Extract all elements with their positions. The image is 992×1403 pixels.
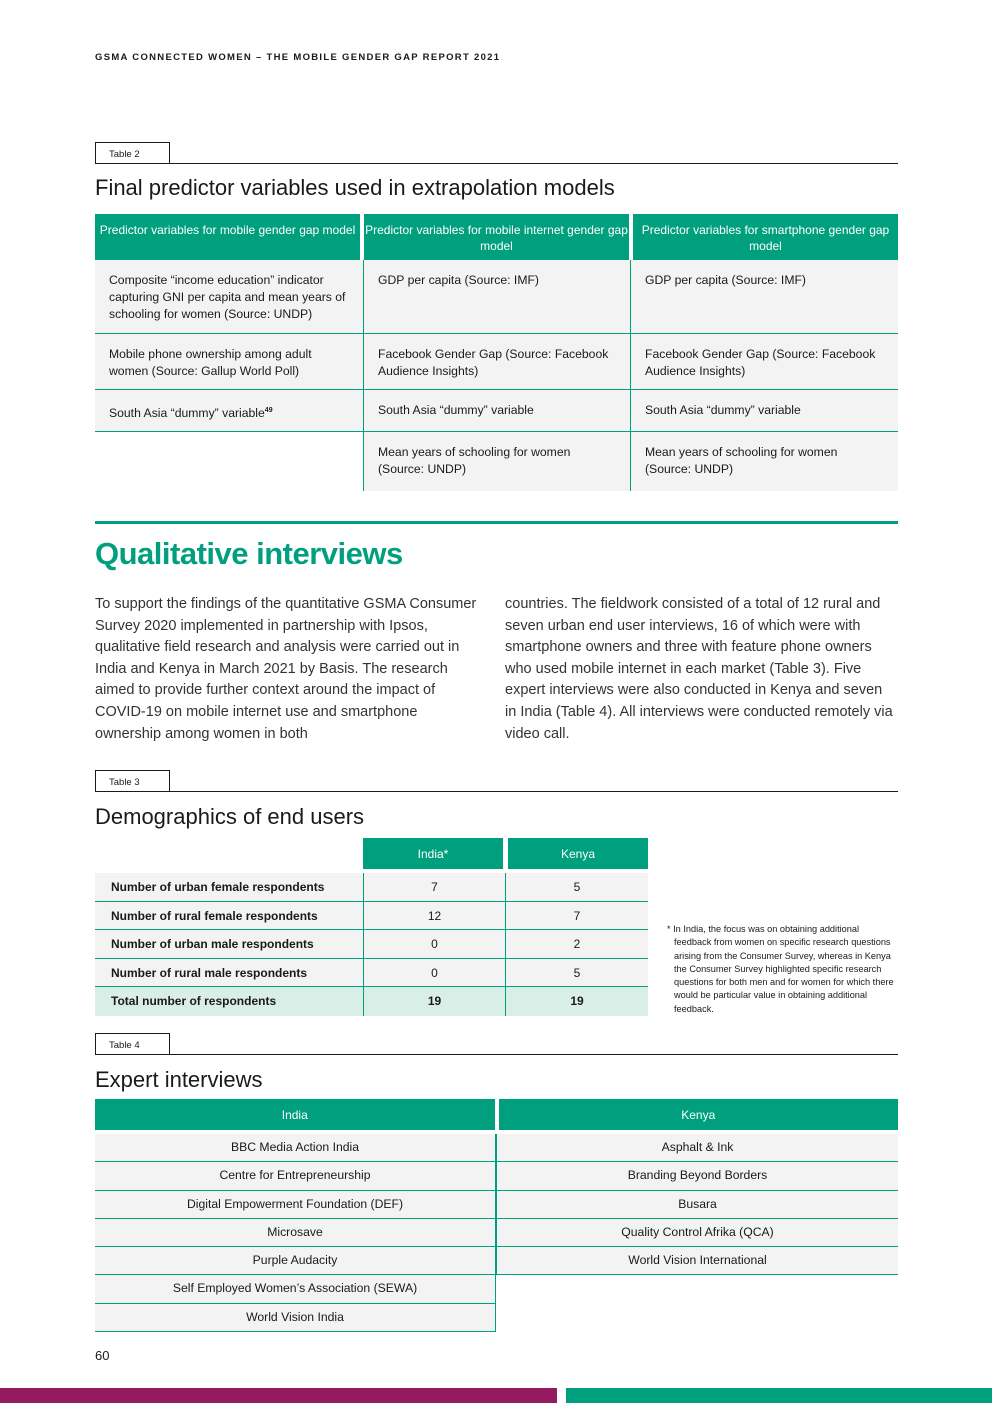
kenya-value: 5 (505, 959, 648, 987)
row-label: Number of rural female respondents (111, 908, 318, 923)
list-item: Quality Control Afrika (QCA) (497, 1219, 898, 1247)
table2-cell: Facebook Gender Gap (Source: Facebook Audience Insights) (630, 334, 898, 390)
running-header: GSMA CONNECTED WOMEN – THE MOBILE GENDER GAP REPORT 2021 (95, 52, 501, 63)
kenya-value: 7 (505, 902, 648, 930)
expert-interviews-table (95, 1099, 898, 1332)
body-text-col2: countries. The fieldwork consisted of a total of 12 rural and seven urban end user interviews, 16 of which were with smartphone owners and three with feature phone owners who used mobile internet in each market (Table 3). Five expert interviews were also conducted in Kenya and seven in India (Table 4). All interviews were conducted remotely via video call. (505, 596, 893, 742)
india-value: 0 (363, 930, 505, 958)
table2-body (95, 260, 898, 491)
list-item: Branding Beyond Borders (497, 1162, 898, 1190)
list-item: Busara (497, 1191, 898, 1219)
table2-cell: Facebook Gender Gap (Source: Facebook Audience Insights) (363, 334, 630, 390)
table4-title: Expert interviews (95, 1067, 263, 1092)
table2-cell: Mean years of schooling for women (Source: UNDP) (363, 432, 630, 491)
list-item: World Vision India (95, 1304, 495, 1332)
table2-cell: Mobile phone ownership among adult women (Source: Gallup World Poll) (95, 334, 363, 390)
india-value: 0 (363, 959, 505, 987)
list-item: Asphalt & Ink (497, 1134, 898, 1162)
kenya-value: 2 (505, 930, 648, 958)
list-item: BBC Media Action India (95, 1134, 495, 1162)
list-item: Self Employed Women’s Association (SEWA) (95, 1275, 495, 1303)
table2-col-header: Predictor variables for mobile internet gender gap model (364, 214, 629, 260)
list-item: Digital Empowerment Foundation (DEF) (95, 1191, 495, 1219)
footnote-ref: 49 (264, 407, 273, 414)
body-text-col1: To support the findings of the quantitative GSMA Consumer Survey 2020 implemented in partnership with Ipsos, qualitative field research and analysis were carried out in India and Kenya in March 2021 by Basis. The research aimed to provide further context around the impact of COVID-19 on mobile internet use and smartphone ownership among women in both (95, 596, 477, 742)
table3-footnote: * In India, the focus was on obtaining additional feedback from women on specific research questions arising from the Consumer Survey, whereas in Kenya the Consumer Survey highlighted specific research questions for both men and for women for which there would be particular value in obtaining additional feedback. (667, 924, 894, 1014)
table4-label: Table 4 (95, 1033, 170, 1055)
table2-cell: Composite “income education” indicator capturing GNI per capita and mean years of schooling for women (Source: UNDP) (95, 260, 363, 334)
table-row (95, 873, 648, 902)
list-item: World Vision International (497, 1247, 898, 1275)
predictor-variables-table (95, 214, 898, 491)
row-label: Number of urban male respondents (111, 937, 314, 951)
section-title: Qualitative interviews (95, 536, 403, 571)
table3-col-header-india: India* (363, 838, 503, 869)
india-value: 12 (363, 902, 505, 930)
table3-label: Table 3 (95, 770, 170, 792)
demographics-table (95, 838, 648, 1016)
row-label: Number of rural male respondents (111, 965, 308, 980)
table2-cell: GDP per capita (Source: IMF) (363, 260, 630, 334)
list-item: Purple Audacity (95, 1247, 495, 1275)
list-item: Microsave (95, 1219, 495, 1247)
list-item: Centre for Entrepreneurship (95, 1162, 495, 1190)
kenya-value: 5 (505, 873, 648, 901)
india-value: 19 (363, 987, 505, 1016)
table2-cell (95, 390, 363, 432)
table2-cell: South Asia “dummy” variable (363, 390, 630, 432)
table-row (95, 959, 648, 988)
table2-cell: Mean years of schooling for women (Source: UNDP) (630, 432, 898, 491)
table2-label: Table 2 (95, 142, 170, 164)
table4-body (95, 1134, 898, 1332)
table3-col-header-kenya: Kenya (508, 838, 648, 869)
section-divider (95, 521, 898, 524)
table2-cell-empty (95, 432, 363, 491)
row-label: Number of urban female respondents (111, 880, 325, 894)
table3-title: Demographics of end users (95, 804, 365, 829)
table3-header (363, 838, 648, 869)
table3-label-row (95, 770, 898, 792)
table4-header (95, 1099, 898, 1130)
table3-body (95, 873, 648, 1016)
table-row (95, 902, 648, 931)
table4-label-row (95, 1033, 898, 1055)
page-number: 60 (95, 1348, 110, 1363)
row-label: Total number of respondents (111, 994, 277, 1008)
table2-col-header: Predictor variables for mobile gender gap model (95, 214, 360, 260)
table4-col-header-kenya: Kenya (499, 1099, 899, 1130)
table2-col-header: Predictor variables for smartphone gender gap model (633, 214, 898, 260)
table2-header (95, 214, 898, 260)
table-row (95, 930, 648, 959)
footer-bar-magenta (0, 1388, 557, 1403)
total-row (95, 987, 648, 1016)
kenya-value: 19 (505, 987, 648, 1016)
footer-bar-teal (566, 1388, 992, 1403)
india-column (95, 1134, 496, 1332)
table2-title: Final predictor variables used in extrapolation models (95, 175, 615, 200)
india-value: 7 (363, 873, 505, 901)
table4-col-header-india: India (95, 1099, 495, 1130)
table2-cell-text: South Asia “dummy” variable (109, 406, 265, 421)
table2-label-row (95, 142, 898, 164)
table2-cell: South Asia “dummy” variable (630, 390, 898, 432)
kenya-column (496, 1134, 898, 1275)
table2-cell: GDP per capita (Source: IMF) (630, 260, 898, 334)
